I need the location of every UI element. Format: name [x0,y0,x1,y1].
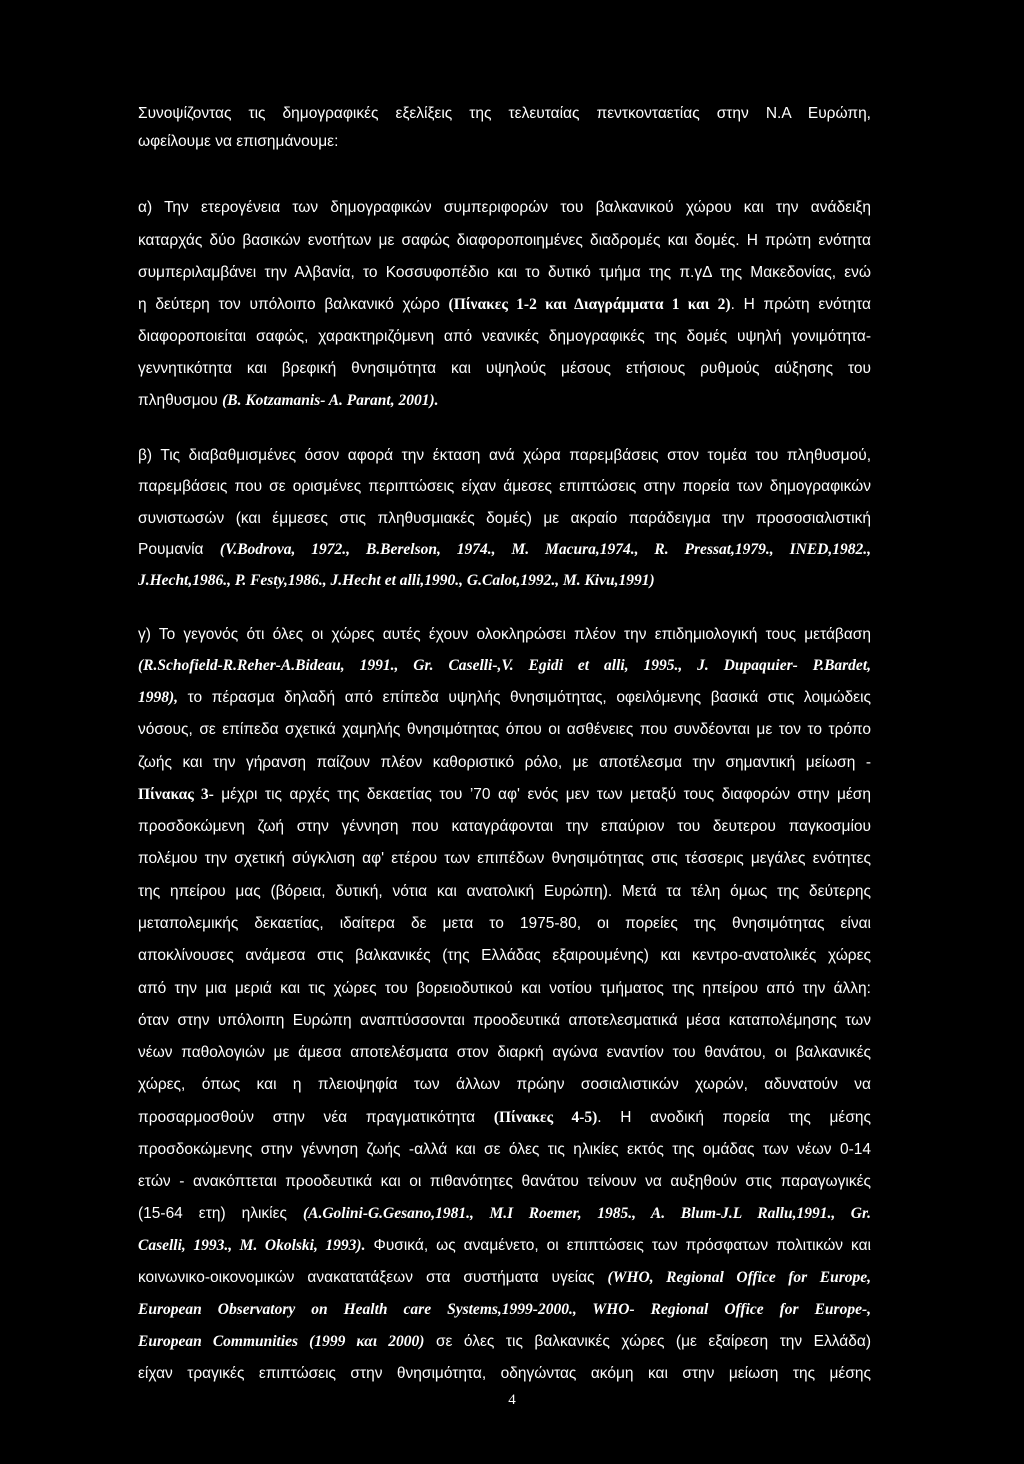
table-reference: (Πίνακες 4-5) [493,1109,598,1126]
text-run: . Η πρώτη ενότητα [730,296,871,313]
citation: (R.Schofield-R.Reher-A.Bideau, 1991., Gr. Caselli-,V. Egidi et alli, 1995., J. Dupaquier- P.Bardet, [138,657,871,674]
text-run: προσαρμοσθούν στην νέα πραγματικότητα [138,1109,494,1126]
text-line: παρεμβάσεις που σε ορισμένες περιπτώσεις είχαν άμεσες επιπτώσεις στην πορεία των δημογραφικών [138,478,871,495]
text-line: συνιστωσών (και έμμεσες στις πληθυσμιακές δομές) με ακραίο παράδειγμα την προσοσιαλιστική [138,510,871,527]
text-line: της ηπείρου μας (βόρεια, δυτική, νότια και ανατολική Ευρώπη). Μετά τα τέλη όμως της δεύτερης [138,883,871,900]
text-line [138,1232,871,1260]
citation: (A.Golini-G.Gesano,1981., M.I Roemer, 1985., A. Blum-J.L Rallu,1991., Gr. [302,1205,871,1222]
citation: European Observatory on Health care Systems,1999-2000., WHO- Regional Office for Europe-, [138,1301,871,1318]
text-line: διαφοροποιείται σαφώς, χαρακτηριζόμενη από νεανικές δημογραφικές της δομές υψηλή γονιμότητα- [138,328,871,345]
text-line: όταν στην υπόλοιπη Ευρώπη αναπτύσσονται προοδευτικά αποτελεσματικά μέσα καταπολέμησης των [138,1012,871,1029]
text-run: η δεύτερη τον υπόλοιπο βαλκανικό χώρο [138,296,449,313]
text-line: α) Την ετερογένεια των δημογραφικών συμπεριφορών του βαλκανικού χώρου και την ανάδειξη [138,199,871,216]
text-line [138,536,871,564]
citation: 1998), [138,689,179,706]
text-line: νόσους, σε επίπεδα σχετικά χαμηλής θνησιμότητας όπου οι ασθένειες που συνδέονται με τον το τρόπο [138,721,871,738]
citation: (V.Bodrova, 1972., B.Berelson, 1974., M. Macura,1974., R. Pressat,1979., INED,1982., [219,541,871,558]
citation: Caselli, 1993., M. Okolski, 1993). [138,1237,366,1254]
text-line [138,567,871,595]
text-line [138,781,871,809]
text-line: Συνοψίζοντας τις δημογραφικές εξελίξεις της τελευταίας πεντκονταετίας στην Ν.Α Ευρώπη, [138,105,871,122]
text-line: πολέμου την σχετική σύγκλιση αφ' ετέρου των επιπέδων θνησιμότητας στις τέσσερις μεγάλες ενότητες [138,850,871,867]
text-run: Ρουμανία [138,541,220,558]
text-run: πληθυσμου [138,392,223,409]
text-line [138,1328,871,1356]
table-reference: Πίνακας 3- [138,786,214,803]
text-run: Φυσικά, ως αναμένετο, οι επιπτώσεις των πρόσφατων πολιτικών και [365,1237,871,1254]
text-run: κοινωνικο-οικονομικών ανακατατάξεων στα συστήματα υγείας [138,1269,608,1286]
text-line [138,291,871,319]
text-run: σε όλες τις βαλκανικές χώρες (με εξαίρεση την Ελλάδα) [424,1333,871,1350]
text-run: (15-64 ετη) ηλικίες [138,1205,303,1222]
text-line: γ) Το γεγονός ότι όλες οι χώρες αυτές έχουν ολοκληρώσει πλέον την επιδημιολογική τους μετάβαση [138,626,871,643]
text-line: β) Τις διαβαθμισμένες όσον αφορά την έκταση ανά χώρα παρεμβάσεις στον τομέα του πληθυσμού, [138,447,871,464]
text-line [138,1200,871,1228]
text-line: ωφείλουμε να επισημάνουμε: [138,133,339,150]
text-line [138,684,871,712]
text-run: . Η ανοδική πορεία της μέσης [597,1109,871,1126]
citation: European Communities (1999 και 2000) [138,1333,425,1350]
page-number: 4 [508,1392,516,1408]
text-line [138,1264,871,1292]
text-line: χώρες, όπως και η πλειοψηφία των άλλων πρώην σοσιαλιστικών χωρών, αδυνατούν να [138,1076,871,1093]
text-run: μέχρι τις αρχές της δεκαετίας του ’70 αφ' ενός μεν των μεταξύ τους διαφορών στην μέση [213,786,871,803]
text-line: είχαν τραγικές επιπτώσεις στην θνησιμότητα, οδηγώντας ακόμη και στην μείωση της μέσης [138,1365,871,1382]
text-line: από την μια μεριά και τις χώρες του βορειοδυτικού και νοτίου τμήματος της ηπείρου από την άλλη: [138,980,871,997]
citation: J.Hecht,1986., P. Festy,1986., J.Hecht et alli,1990., G.Calot,1992., M. Kivu,1991) [138,572,655,589]
citation: (B. Kotzamanis- A. Parant, 2001). [222,392,439,409]
text-line: νέων παθολογιών με άμεσα αποτελέσματα στον διαρκή αγώνα εναντίον του θανάτου, οι βαλκανικές [138,1044,871,1061]
text-run: το πέρασμα δηλαδή από επίπεδα υψηλής θνησιμότητας, οφειλόμενης βασικά στις λοιμώδεις [178,689,871,706]
text-line: μεταπολεμικής δεκαετίας, ιδαίτερα δε μετα το 1975-80, οι πορείες της θνησιμότητας είναι [138,915,871,932]
text-line: καταρχάς δύο βασικών ενοτήτων με σαφώς διαφοροποιημένες διαδρομές και δομές. Η πρώτη ενότητα [138,232,871,249]
table-reference: (Πίνακες 1-2 και Διαγράμματα 1 και 2) [448,296,731,313]
citation: (WHO, Regional Office for Europe, [607,1269,871,1286]
text-line [138,387,871,415]
text-line: ζωής και την γήρανση παίζουν πλέον καθοριστικό ρόλο, με αποτέλεσμα την σημαντική μείωση - [138,754,871,771]
text-line: γεννητικότητα και βρεφική θνησιμότητα και υψηλούς μέσους ετήσιους ρυθμούς αύξησης του [138,360,871,377]
text-line: ετών - ανακόπτεται προοδευτικά και οι πιθανότητες θανάτου τείνουν να αυξηθούν στις παραγωγικές [138,1173,871,1190]
text-line: προσδοκώμενη ζωή στην γέννηση που καταγράφονται την επαύριον του δευτερου παγκοσμίου [138,818,871,835]
text-line: προσδοκώμενης στην γέννηση ζωής -αλλά και σε όλες τις ηλικίες εκτός της ομάδας των νέων 0-14 [138,1141,871,1158]
text-line: συμπεριλαμβάνει την Αλβανία, το Κοσσυφοπέδιο και το δυτικό τμήμα της π.γΔ της Μακεδονίας, ενώ [138,264,871,281]
text-line [138,1104,871,1132]
text-line [138,1296,871,1324]
text-line [138,652,871,680]
text-line: αποκλίνουσες ανάμεσα στις βαλκανικές (της Ελλάδας εξαιρουμένης) και κεντρο-ανατολικές χώρες [138,947,871,964]
